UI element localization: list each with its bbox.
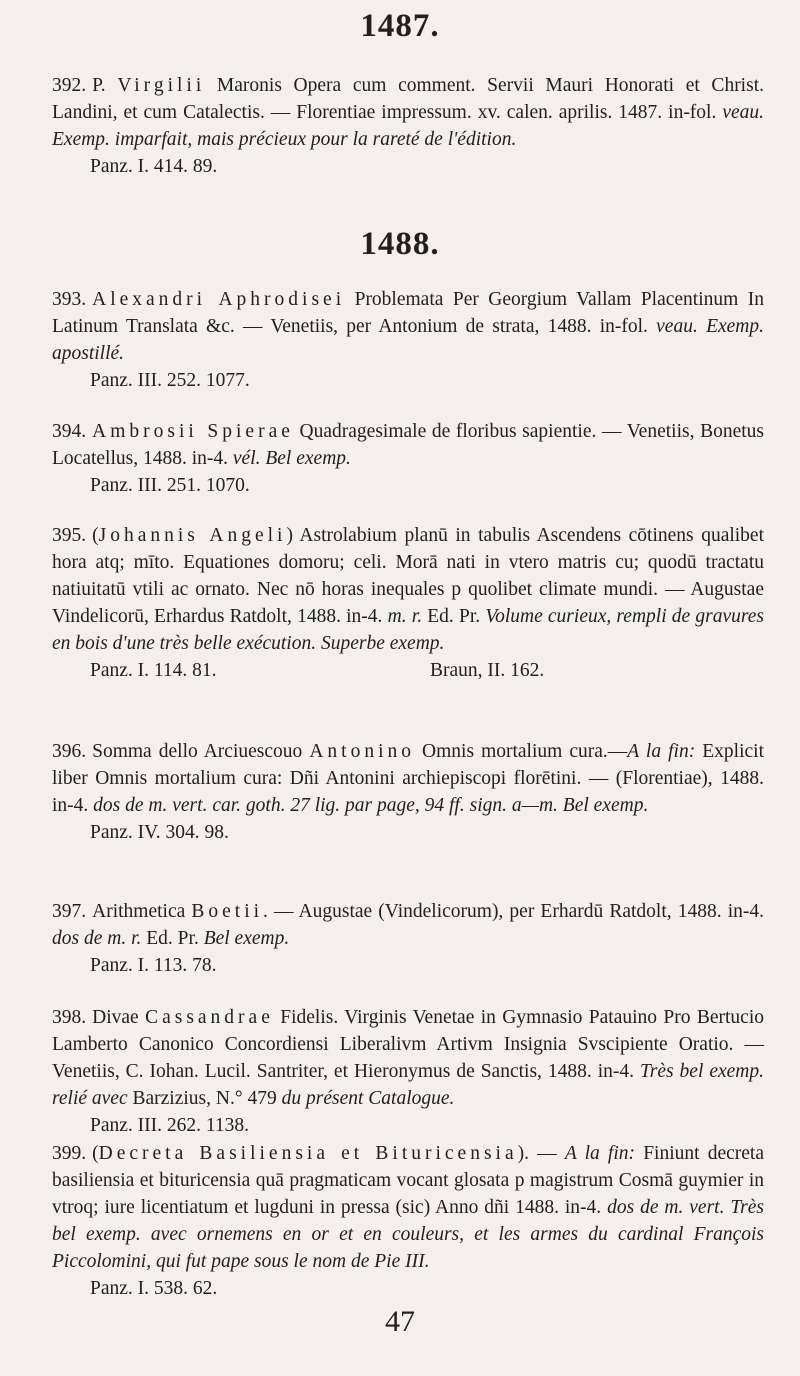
reference: Panz. I. 114. 81. Braun, II. 162. <box>90 660 545 681</box>
year-heading-1488: 1488. <box>360 226 440 262</box>
entry-number: 392. <box>52 75 87 96</box>
entry-396: 396. Somma dello Arciuescouo Antonino Omnis mortalium cura.—A la fin: Explicit liber Omnis mortalium cura: Dñi Antonini archiepiscopi florētini. — (Florentiae), 1488. in-4. dos de m. vert. car. goth. 27 lig. par page, 94 ff. sign. a—m. Bel exemp. Panz. IV. 304. 98. <box>52 738 764 846</box>
entry-393: 393. Alexandri Aphrodisei Problemata Per Georgium Vallam Placentinum In Latinum Translata &c. — Venetiis, per Antonium de strata, 1488. in-fol. veau. Exemp. apostillé. Panz. III. 252. 1077. <box>52 286 764 394</box>
reference: Panz. IV. 304. 98. <box>90 822 229 843</box>
entry-399: 399. (Decreta Basiliensia et Bituricensia). — A la fin: Finiunt decreta basiliensia et bituricensia quā pragmaticam vocant glosata p magistrum Cosmā guymier in vtroq; iure licentiatum et lugduni in pressa (sic) Anno dñi 1488. in-4. dos de m. vert. Très bel exemp. avec ornemens en or et en couleurs, et les armes du cardinal François Piccolomini, qui fut pape sous le nom de Pie III. Panz. I. 538. 62. <box>52 1140 764 1302</box>
reference: Panz. I. 414. 89. <box>90 156 218 177</box>
year-heading-1487: 1487. <box>360 8 440 44</box>
entry-395: 395. (Johannis Angeli) Astrolabium planū in tabulis Ascendens cōtinens qualibet hora atq; mīto. Equationes domoru; celi. Morā nati in vtero matris cu; quodū tractatu natiuitatū vtili ac ornato. Nec nō horas inequales p quolibet climate mundi. — Augustae Vindelicorū, Erhardus Ratdolt, 1488. in-4. m. r. Ed. Pr. Volume curieux, rempli de gravures en bois d'une très belle exécution. Superbe exemp. Panz. I. 114. 81. Braun, II. 162. <box>52 522 764 684</box>
reference: Panz. III. 252. 1077. <box>90 370 250 391</box>
entry-394: 394. Ambrosii Spierae Quadragesimale de floribus sapientie. — Venetiis, Bonetus Locatellus, 1488. in-4. vél. Bel exemp. Panz. III. 251. 1070. <box>52 418 764 499</box>
entry-392: 392. P. Virgilii Maronis Opera cum comment. Servii Mauri Honorati et Christ. Landini, et cum Catalectis. — Florentiae impressum. xv. calen. aprilis. 1487. in-fol. veau. Exemp. imparfait, mais précieux pour la rareté de l'édition. Panz. I. 414. 89. <box>52 72 764 180</box>
reference: Panz. III. 262. 1138. <box>90 1115 250 1136</box>
reference: Panz. III. 251. 1070. <box>90 475 250 496</box>
entry-398: 398. Divae Cassandrae Fidelis. Virginis Venetae in Gymnasio Patauino Pro Bertucio Lamberto Canonico Concordiensi Liberalivm Artivm Insignia Svscipiente Oratio. — Venetiis, C. Iohan. Lucil. Santriter, et Hieronymus de Sanctis, 1488. in-4. Très bel exemp. relié avec Barzizius, N.° 479 du présent Catalogue. Panz. III. 262. 1138. <box>52 1004 764 1139</box>
reference: Panz. I. 113. 78. <box>90 955 217 976</box>
entry-397: 397. Arithmetica Boetii. — Augustae (Vindelicorum), per Erhardū Ratdolt, 1488. in-4. dos de m. r. Ed. Pr. Bel exemp. Panz. I. 113. 78. <box>52 898 764 979</box>
reference: Panz. I. 538. 62. <box>90 1278 218 1299</box>
page-number: 47 <box>385 1305 415 1338</box>
